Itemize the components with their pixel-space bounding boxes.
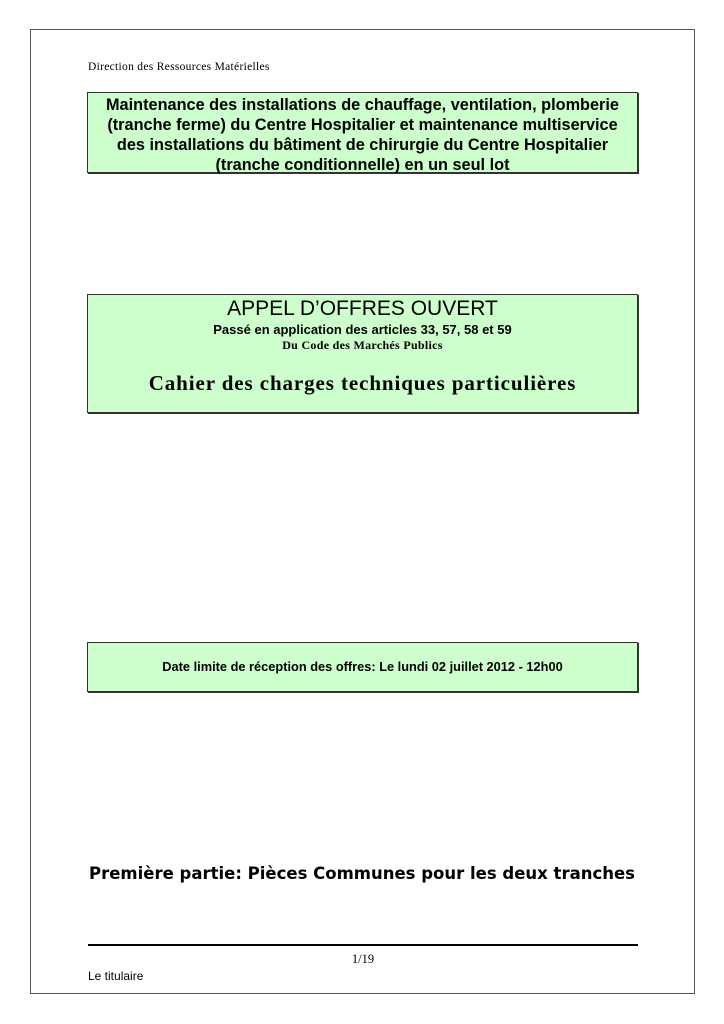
header-organization: Direction des Ressources Matérielles bbox=[88, 61, 270, 73]
appel-offres-box bbox=[87, 294, 638, 413]
title-line-4: (tranche conditionnelle) en un seul lot bbox=[215, 156, 510, 174]
appel-title: APPEL D’OFFRES OUVERT bbox=[227, 297, 498, 320]
document-type: Cahier des charges techniques particulières bbox=[148, 371, 577, 395]
title-line-3: des installations du bâtiment de chirurgie du Centre Hospitalier bbox=[116, 136, 609, 154]
footer-divider bbox=[88, 944, 638, 946]
part-heading: Première partie: Pièces Communes pour les deux tranches bbox=[88, 864, 635, 883]
deadline-text: Date limite de réception des offres: Le lundi 02 juillet 2012 - 12h00 bbox=[162, 659, 563, 674]
footer-signature-label: Le titulaire bbox=[88, 969, 144, 983]
page-number: 1/19 bbox=[351, 952, 375, 966]
title-box bbox=[87, 92, 638, 173]
deadline-box bbox=[87, 642, 638, 692]
title-line-2: (tranche ferme) du Centre Hospitalier et maintenance multiservice bbox=[107, 116, 618, 134]
appel-subtitle: Passé en application des articles 33, 57, 58 et 59 bbox=[213, 322, 512, 337]
appel-code: Du Code des Marchés Publics bbox=[282, 338, 443, 352]
title-line-1: Maintenance des installations de chauffage, ventilation, plomberie bbox=[106, 96, 619, 114]
